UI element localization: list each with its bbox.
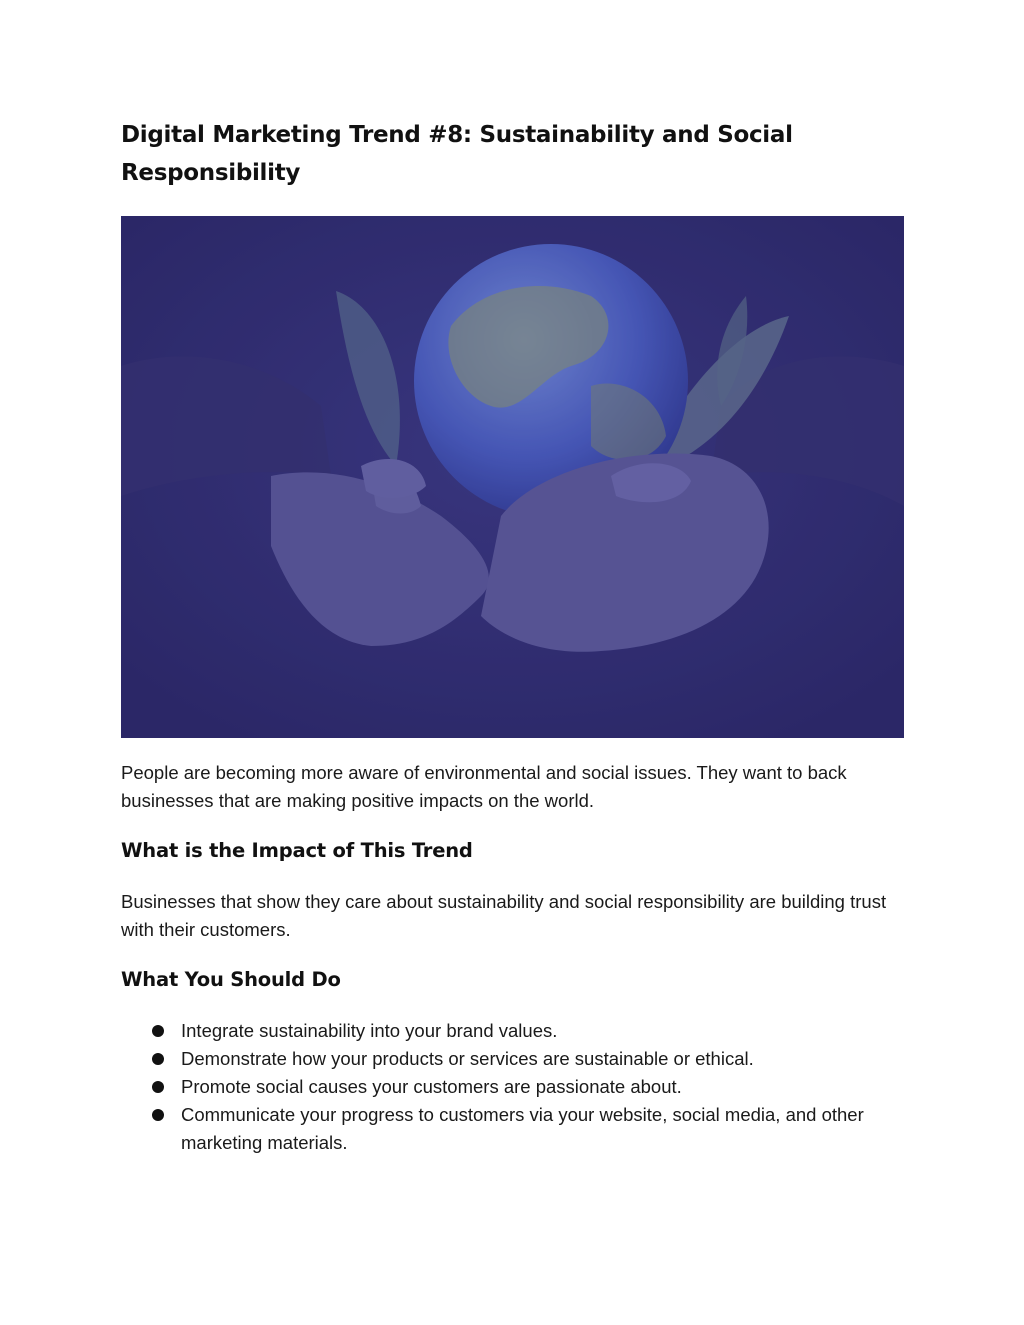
bullet-icon xyxy=(152,1081,164,1093)
impact-heading: What is the Impact of This Trend xyxy=(121,839,473,862)
intro-paragraph: People are becoming more aware of environmental and social issues. They want to back businesses that are making positive impacts on the world. xyxy=(121,762,847,811)
list-item xyxy=(121,1101,904,1157)
impact-paragraph: Businesses that show they care about sustainability and social responsibility are building trust with their customers. xyxy=(121,891,887,940)
bullet-icon xyxy=(152,1109,164,1121)
list-item-text: Demonstrate how your products or services are sustainable or ethical. xyxy=(181,1048,754,1069)
actions-list xyxy=(121,1017,904,1157)
bullet-icon xyxy=(152,1053,164,1065)
list-item xyxy=(121,1045,904,1073)
globe-in-hands-image xyxy=(121,216,904,738)
bullet-icon xyxy=(152,1025,164,1037)
list-item-text: Communicate your progress to customers via your website, social media, and other marketing materials. xyxy=(181,1104,864,1153)
list-item xyxy=(121,1017,904,1045)
page-title: Digital Marketing Trend #8: Sustainability and Social Responsibility xyxy=(121,122,793,186)
list-item xyxy=(121,1073,904,1101)
list-item-text: Promote social causes your customers are passionate about. xyxy=(181,1076,682,1097)
actions-heading: What You Should Do xyxy=(121,968,341,991)
list-item-text: Integrate sustainability into your brand values. xyxy=(181,1020,558,1041)
